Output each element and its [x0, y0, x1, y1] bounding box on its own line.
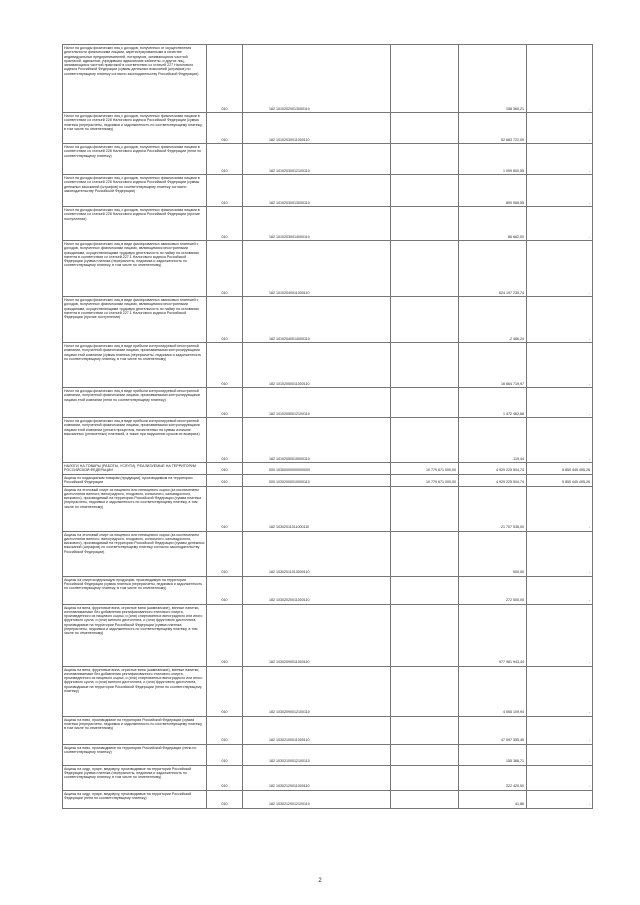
- table-row: [63, 790, 593, 808]
- row-code: 010: [207, 463, 243, 475]
- row-kbk: 182 10302120011000110: [243, 765, 391, 790]
- row-code: 010: [207, 241, 243, 297]
- row-rest: -: [527, 207, 593, 241]
- row-plan: [391, 666, 459, 716]
- row-code: 010: [207, 604, 243, 666]
- row-code: 010: [207, 576, 243, 604]
- row-kbk: 000 10302000010000110: [243, 474, 391, 486]
- table-row: [63, 388, 593, 418]
- row-fact: 16 664 719,97: [459, 343, 527, 388]
- row-kbk: 182 10102040011000110: [243, 241, 391, 297]
- row-rest: -: [527, 418, 593, 463]
- row-plan: [391, 388, 459, 418]
- row-kbk: 182 10102050012100110: [243, 388, 391, 418]
- row-code: 010: [207, 666, 243, 716]
- table-row: [63, 113, 593, 144]
- row-fact: -2 466,24: [459, 297, 527, 343]
- row-code: 010: [207, 297, 243, 343]
- row-fact: -119,44: [459, 418, 527, 463]
- row-fact: 977 981 943,44: [459, 604, 527, 666]
- row-rest: 5 850 445 495,26: [527, 474, 593, 486]
- row-rest: -: [527, 744, 593, 765]
- row-kbk: 182 10102050015000110: [243, 418, 391, 463]
- row-name: Акцизы на спиртосодержащую продукцию, производимую на территории Российской Федерации (сумма платежа (перерасчеты, недоимка и задолженность по соответствующему платежу, в том числе по отмененному): [63, 576, 207, 604]
- row-rest: -: [527, 241, 593, 297]
- row-rest: -: [527, 716, 593, 744]
- row-rest: -: [527, 486, 593, 531]
- row-code: 010: [207, 744, 243, 765]
- row-name: Акцизы на вина, фруктовые вина, игристые вина (шампанские), винные напитки, изготавливаемые без добавления ректификованного этилового спирта, произведенного из пищевого сырья, и (или) спиртованных виноградного или иного фруктового сусла, и (или) винного дистиллята, и (или) фруктового дистиллята, производимые на территории Российской Федерации (пени по соответствующему платежу): [63, 666, 207, 716]
- table-row: [63, 418, 593, 463]
- row-fact: 47 597 355,45: [459, 716, 527, 744]
- row-plan: [391, 343, 459, 388]
- table-row: [63, 576, 593, 604]
- table-row: [63, 144, 593, 175]
- row-name: Налог на доходы физических лиц с доходов, полученных от осуществления деятельности физическими лицами, зарегистрированными в качестве индивидуальных предпринимателей, нотариусов, занимающихся частной практикой, адвокатов, учредивших адвокатские кабинеты, и других лиц, занимающихся частной практикой в соответствии со статьей 227 Налогового кодекса Российской Федерации (суммы денежных взысканий (штрафов) по соответствующему платежу согласно законодательству Российской Федерации): [63, 45, 207, 113]
- row-fact: 624 197 230,74: [459, 241, 527, 297]
- row-kbk: 182 10102040014000110: [243, 297, 391, 343]
- row-code: 010: [207, 207, 243, 241]
- row-kbk: 182 10302020011000110: [243, 576, 391, 604]
- row-kbk: 182 10102030013000110: [243, 175, 391, 207]
- row-plan: [391, 486, 459, 531]
- row-name: Налог на доходы физических лиц с доходов, полученных физическими лицами в соответствии со статьей 228 Налогового кодекса Российской Федерации (прочие поступления): [63, 207, 207, 241]
- row-code: 010: [207, 388, 243, 418]
- revenue-table-body: [63, 45, 593, 809]
- row-code: 010: [207, 113, 243, 144]
- row-plan: [391, 241, 459, 297]
- table-row: [63, 531, 593, 576]
- row-name: Акцизы на сидр, пуаре, медовуху, производимые на территории Российской Федерации (пени по соответствующему платежу): [63, 790, 207, 808]
- table-row: [63, 474, 593, 486]
- row-plan: 10 779 671 000,00: [391, 474, 459, 486]
- row-kbk: 000 10300000000000000: [243, 463, 391, 475]
- row-name: Налог на доходы физических лиц с доходов, полученных физическими лицами в соответствии со статьей 228 Налогового кодекса Российской Федерации (пени по соответствующему платежу): [63, 144, 207, 175]
- row-plan: [391, 765, 459, 790]
- row-fact: 4 929 225 504,74: [459, 463, 527, 475]
- row-fact: 272 500,00: [459, 576, 527, 604]
- row-rest: -: [527, 765, 593, 790]
- row-code: 010: [207, 418, 243, 463]
- row-name: Акцизы на пиво, производимое на территории Российской Федерации (пени по соответствующему платежу): [63, 744, 207, 765]
- row-fact: 86 662,00: [459, 207, 527, 241]
- row-fact: 322 420,50: [459, 765, 527, 790]
- table-row: [63, 241, 593, 297]
- row-name: Акцизы на этиловый спирт из пищевого или непищевого сырья (за исключением дистиллятов винного, виноградного, плодового, коньячного, кальвадосного, вискового), производимый на территории Российской Федерации (суммы денежных взысканий (штрафов) по соответствующему платежу согласно законодательству Российской Федерации): [63, 531, 207, 576]
- row-plan: [391, 744, 459, 765]
- row-fact: 890 068,55: [459, 175, 527, 207]
- row-name: Налог на доходы физических лиц в виде фиксированных авансовых платежей с доходов, полученных физическими лицами, являющимися иностранными гражданами, осуществляющими трудовую деятельность по найму на основании патента в соответствии со статьей 227.1 Налогового кодекса Российской Федерации (сумма платежа (перерасчеты, недоимка и задолженность по соответствующему платежу, в том числе по отмененному): [63, 241, 207, 297]
- row-kbk: 182 10102050011000110: [243, 343, 391, 388]
- row-rest: -: [527, 45, 593, 113]
- row-name: Акцизы по подакцизным товарам (продукции), производимым на территории Российской Федерации: [63, 474, 207, 486]
- row-rest: -: [527, 388, 593, 418]
- row-plan: [391, 297, 459, 343]
- row-code: 010: [207, 765, 243, 790]
- row-code: 010: [207, 790, 243, 808]
- row-fact: 1 099 800,55: [459, 144, 527, 175]
- row-plan: [391, 716, 459, 744]
- row-code: 010: [207, 45, 243, 113]
- row-fact: 1 472 462,68: [459, 388, 527, 418]
- row-fact: 155 366,71: [459, 744, 527, 765]
- row-kbk: 182 10102030014000110: [243, 207, 391, 241]
- row-name: Акцизы на этиловый спирт из пищевого или непищевого сырья (за исключением дистиллятов винного, виноградного, плодового, коньячного, кальвадосного, вискового), производимый на территории Российской Федерации (сумма платежа (перерасчеты, недоимка и задолженность по соответствующему платежу, в том числе по отмененному): [63, 486, 207, 531]
- table-row: [63, 463, 593, 475]
- row-plan: [391, 113, 459, 144]
- row-kbk: 182 10302100011000110: [243, 716, 391, 744]
- row-name: Налог на доходы физических лиц с доходов, полученных физическими лицами в соответствии со статьей 228 Налогового кодекса Российской Федерации (сумма платежа (перерасчеты, недоимка и задолженность по соответствующему платежу, в том числе по отмененному): [63, 113, 207, 144]
- table-row: [63, 45, 593, 113]
- table-row: [63, 297, 593, 343]
- row-kbk: 182 10302090011000110: [243, 604, 391, 666]
- table-row: [63, 604, 593, 666]
- row-name: Налог на доходы физических лиц в виде фиксированных авансовых платежей с доходов, полученных физическими лицами, являющимися иностранными гражданами, осуществляющими трудовую деятельность по найму на основании патента в соответствии со статьей 227.1 Налогового кодекса Российской Федерации (прочие поступления): [63, 297, 207, 343]
- table-row: [63, 207, 593, 241]
- row-fact: 4 065 109,94: [459, 666, 527, 716]
- row-code: 010: [207, 716, 243, 744]
- row-code: 010: [207, 474, 243, 486]
- revenue-table: [62, 44, 593, 809]
- row-name: Налог на доходы физических лиц в виде прибыли контролируемой иностранной компании, полученной физическими лицами, признаваемыми контролирующими лицами этой компании (пени по соответствующему платежу): [63, 388, 207, 418]
- row-kbk: 182 10302090012100110: [243, 666, 391, 716]
- row-kbk: 182 10302011011000110: [243, 486, 391, 531]
- row-code: 010: [207, 343, 243, 388]
- table-row: [63, 666, 593, 716]
- row-name: Налог на доходы физических лиц с доходов, полученных физическими лицами в соответствии со статьей 228 Налогового кодекса Российской Федерации (суммы денежных взысканий (штрафов) по соответствующему платежу согласно законодательству Российской Федерации): [63, 175, 207, 207]
- row-name: Акцизы на пиво, производимое на территории Российской Федерации (сумма платежа (перерасчеты, недоимка и задолженность по соответствующему платежу, в том числе по отмененному): [63, 716, 207, 744]
- row-name: Налог на доходы физических лиц в виде прибыли контролируемой иностранной компании, полученной физическими лицами, признаваемыми контролирующими лицами этой компании (уплата процентов, начисленных на суммы излишне взысканных (уплаченных) платежей, а также при нарушении сроков их возврата): [63, 418, 207, 463]
- row-kbk: 182 10102030011000110: [243, 113, 391, 144]
- row-plan: [391, 790, 459, 808]
- row-rest: -: [527, 297, 593, 343]
- row-code: 010: [207, 486, 243, 531]
- row-rest: -: [527, 576, 593, 604]
- row-fact: 4 929 225 504,74: [459, 474, 527, 486]
- row-rest: -: [527, 666, 593, 716]
- table-row: [63, 716, 593, 744]
- row-plan: [391, 144, 459, 175]
- row-fact: 21 707 536,00: [459, 486, 527, 531]
- row-rest: -: [527, 790, 593, 808]
- row-plan: 10 779 671 000,00: [391, 463, 459, 475]
- row-rest: -: [527, 343, 593, 388]
- row-fact: 41,86: [459, 790, 527, 808]
- row-plan: [391, 207, 459, 241]
- row-name: Налог на доходы физических лиц в виде прибыли контролируемой иностранной компании, полученной физическими лицами, признаваемыми контролирующими лицами этой компании (сумма платежа (перерасчеты, недоимка и задолженность по соответствующему платежу, в том числе по отмененному): [63, 343, 207, 388]
- row-plan: [391, 418, 459, 463]
- row-plan: [391, 531, 459, 576]
- row-name: Акцизы на вина, фруктовые вина, игристые вина (шампанские), винные напитки, изготавливаемые без добавления ректификованного этилового спирта, произведенного из пищевого сырья, и (или) спиртованных виноградного или иного фруктового сусла, и (или) винного дистиллята, и (или) фруктового дистиллята, производимые на территории Российской Федерации (сумма платежа (перерасчеты, недоимка и задолженность по соответствующему платежу, в том числе по отмененному): [63, 604, 207, 666]
- row-fact: 52 683 722,09: [459, 113, 527, 144]
- row-kbk: 182 10302120012100110: [243, 790, 391, 808]
- row-fact: 158 360,21: [459, 45, 527, 113]
- row-code: 010: [207, 144, 243, 175]
- row-code: 010: [207, 531, 243, 576]
- table-row: [63, 765, 593, 790]
- row-rest: 5 850 445 495,26: [527, 463, 593, 475]
- row-plan: [391, 576, 459, 604]
- row-kbk: 182 10302011013000110: [243, 531, 391, 576]
- table-row: [63, 486, 593, 531]
- row-kbk: 182 10102030012100110: [243, 144, 391, 175]
- table-row: [63, 175, 593, 207]
- row-plan: [391, 45, 459, 113]
- row-rest: -: [527, 144, 593, 175]
- row-name: НАЛОГИ НА ТОВАРЫ (РАБОТЫ, УСЛУГИ), РЕАЛИЗУЕМЫЕ НА ТЕРРИТОРИИ РОССИЙСКОЙ ФЕДЕРАЦИИ: [63, 463, 207, 475]
- table-row: [63, 744, 593, 765]
- row-plan: [391, 175, 459, 207]
- row-plan: [391, 604, 459, 666]
- row-code: 010: [207, 175, 243, 207]
- report-sheet: [62, 44, 592, 809]
- row-rest: -: [527, 531, 593, 576]
- row-name: Акцизы на сидр, пуаре, медовуху, производимые на территории Российской Федерации (сумма платежа (перерасчеты, недоимка и задолженность по соответствующему платежу, в том числе по отмененному): [63, 765, 207, 790]
- page-number: 2: [318, 878, 322, 884]
- row-kbk: 182 10302100012100110: [243, 744, 391, 765]
- row-rest: -: [527, 175, 593, 207]
- row-kbk: 182 10102020013000110: [243, 45, 391, 113]
- row-fact: 500,00: [459, 531, 527, 576]
- row-rest: -: [527, 113, 593, 144]
- row-rest: -: [527, 604, 593, 666]
- table-row: [63, 343, 593, 388]
